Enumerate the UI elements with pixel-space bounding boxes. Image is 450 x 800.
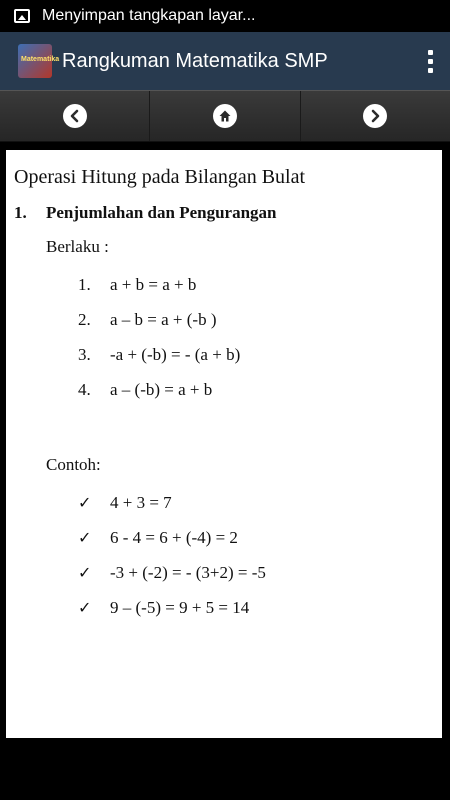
examples-label: Contoh: xyxy=(46,455,101,474)
content-panel[interactable] xyxy=(6,150,442,738)
chevron-right-icon xyxy=(363,104,387,128)
section-heading xyxy=(14,203,434,223)
rule-item: 3. -a + (-b) = - (a + b) xyxy=(78,345,241,364)
page-heading: Operasi Hitung pada Bilangan Bulat xyxy=(14,166,306,188)
overflow-menu-icon[interactable] xyxy=(410,32,450,90)
check-icon: ✓ xyxy=(78,528,92,547)
status-bar xyxy=(0,0,450,32)
screenshot-icon xyxy=(14,9,30,23)
section-title: Penjumlahan dan Pengurangan xyxy=(46,203,277,222)
bottom-area xyxy=(0,738,450,800)
app-logo-label: Matematika xyxy=(21,56,60,63)
check-icon: ✓ xyxy=(78,493,92,512)
app-logo-icon xyxy=(18,44,60,78)
forward-button[interactable] xyxy=(301,91,450,141)
example-item: ✓ 4 + 3 = 7 xyxy=(78,493,172,512)
home-button[interactable] xyxy=(150,91,300,141)
check-icon: ✓ xyxy=(78,563,92,582)
rules-label: Berlaku : xyxy=(46,237,109,256)
example-item: ✓ 6 - 4 = 6 + (-4) = 2 xyxy=(78,528,238,547)
section-number: 1. xyxy=(14,203,27,222)
check-icon: ✓ xyxy=(78,598,92,617)
home-icon xyxy=(213,104,237,128)
example-item: ✓ -3 + (-2) = - (3+2) = -5 xyxy=(78,563,266,582)
action-bar xyxy=(0,32,450,90)
rules-list xyxy=(78,275,434,415)
status-text: Menyimpan tangkapan layar... xyxy=(42,7,256,24)
navigation-bar xyxy=(0,90,450,142)
rule-item: 1. a + b = a + b xyxy=(78,275,197,294)
example-item: ✓ 9 – (-5) = 9 + 5 = 14 xyxy=(78,598,250,617)
app-title: Rangkuman Matematika SMP xyxy=(62,49,328,72)
rule-item: 2. a – b = a + (-b ) xyxy=(78,310,217,329)
examples-list xyxy=(78,493,434,633)
rule-item: 4. a – (-b) = a + b xyxy=(78,380,213,399)
back-button[interactable] xyxy=(0,91,150,141)
chevron-left-icon xyxy=(63,104,87,128)
